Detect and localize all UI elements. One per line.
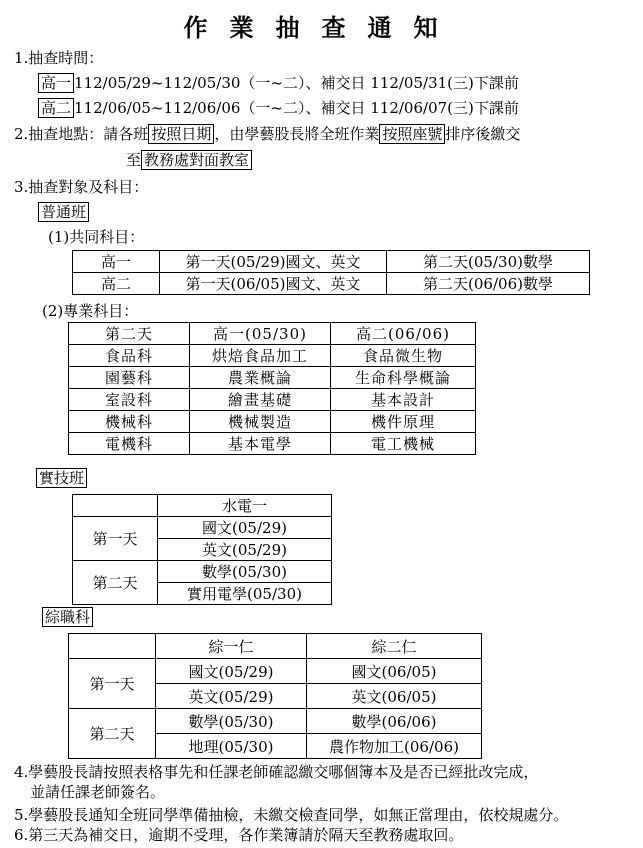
table-cell: 繪畫基礎 (190, 389, 331, 411)
table-row (69, 659, 482, 684)
normal-class-line (38, 202, 89, 222)
grade-badge: 高二 (38, 98, 74, 118)
note-5 (14, 805, 568, 825)
table-cell: 實用電學(05/30) (158, 583, 332, 605)
table-cell: 英文(05/29) (156, 684, 307, 709)
note-4-line-1: 4.學藝股長請按照表格事先和任課老師確認繳交哪個簿本及是否已經批改完成， (14, 763, 539, 781)
table-row (69, 345, 476, 367)
section-2-text: 排序後繳交 (445, 125, 521, 143)
table-cell: 第二天(05/30)數學 (387, 251, 590, 273)
practical-class-line (36, 468, 87, 488)
table-cell: 機件原理 (331, 411, 476, 433)
table-cell: 數學(05/30) (156, 709, 307, 734)
note-6: 6.第三天為補交日，逾期不受理，各作業簿請於隔天至教務處取回。 (14, 826, 464, 844)
table-header-cell: 高一(05/30) (190, 323, 331, 345)
page-title: 作業抽查通知 (183, 13, 460, 42)
table-header-cell: 第二天 (69, 323, 190, 345)
table-cell: 基本電學 (190, 433, 331, 455)
table-row (73, 561, 332, 583)
table-header-cell: 綜一仁 (156, 634, 307, 659)
table-row (69, 433, 476, 455)
table-cell: 數學(05/30) (158, 561, 332, 583)
highlight-location: 教務處對面教室 (141, 150, 252, 170)
table-cell: 英文(06/05) (307, 684, 482, 709)
day-2-label: 第二天 (73, 561, 158, 605)
pro-subjects-label: (2)專業科目： (42, 302, 139, 320)
table-row (73, 495, 332, 517)
schedule-row-grade-2 (38, 98, 519, 118)
highlight-by-seat: 按照座號 (379, 124, 445, 144)
table-corner-cell (73, 495, 158, 517)
schedule-row-grade-1 (38, 73, 519, 93)
table-cell: 地理(05/30) (156, 734, 307, 759)
table-row (69, 323, 476, 345)
table-corner-cell (69, 634, 156, 659)
table-row (69, 411, 476, 433)
table-cell: 高一 (73, 251, 160, 273)
day-2-label: 第二天 (69, 709, 156, 759)
section-2-text: 至 (126, 151, 142, 169)
table-cell: 電機科 (69, 433, 190, 455)
table-cell: 英文(05/29) (158, 539, 332, 561)
table-cell: 數學(06/06) (307, 709, 482, 734)
table-cell: 第一天(06/05)國文、英文 (160, 273, 387, 295)
practical-class-table (72, 494, 332, 605)
table-row (73, 273, 590, 295)
table-cell: 生命科學概論 (331, 367, 476, 389)
table-cell: 食品科 (69, 345, 190, 367)
section-3-label: 3.抽查對象及科目： (14, 178, 149, 196)
schedule-text: 112/05/29~112/05/30（一~二）、補交日 112/05/31(三)下課前 (74, 74, 519, 92)
note-5-text-a: 5.學藝股長通知全班同學準備抽檢 (14, 806, 239, 824)
table-row (69, 634, 482, 659)
common-subjects-table (72, 250, 590, 295)
table-cell: 電工機械 (331, 433, 476, 455)
section-2-line-2 (126, 150, 252, 170)
section-1-label: 1.抽查時間： (14, 49, 104, 67)
day-1-label: 第一天 (73, 517, 158, 561)
section-2-text: ，由學藝股長將全班作業 (214, 125, 380, 143)
table-row (69, 709, 482, 734)
table-cell: 機械科 (69, 411, 190, 433)
highlight-by-date: 按照日期 (148, 124, 214, 144)
table-header-cell: 高二(06/06) (331, 323, 476, 345)
table-cell: 農作物加工(06/06) (307, 734, 482, 759)
table-cell: 國文(06/05) (307, 659, 482, 684)
note-5-text-b: ，未繳交檢查同學，如無正當理由，依校規處分。 (238, 806, 569, 824)
table-cell: 食品微生物 (331, 345, 476, 367)
table-cell: 烘焙食品加工 (190, 345, 331, 367)
common-subjects-label: (1)共同科目： (48, 228, 145, 246)
comp-class-label: 綜職科 (42, 607, 93, 627)
table-row (69, 367, 476, 389)
table-cell: 國文(05/29) (158, 517, 332, 539)
table-cell: 機械製造 (190, 411, 331, 433)
grade-badge: 高一 (38, 73, 74, 93)
table-cell: 第二天(06/06)數學 (387, 273, 590, 295)
table-cell: 第一天(05/29)國文、英文 (160, 251, 387, 273)
table-cell: 農業概論 (190, 367, 331, 389)
table-cell: 國文(05/29) (156, 659, 307, 684)
table-header-cell: 綜二仁 (307, 634, 482, 659)
practical-class-label: 實技班 (36, 468, 87, 488)
table-cell: 基本設計 (331, 389, 476, 411)
table-cell: 高二 (73, 273, 160, 295)
day-1-label: 第一天 (69, 659, 156, 709)
comp-class-table (68, 633, 482, 759)
note-4-line-2: 並請任課老師簽名。 (30, 783, 166, 801)
pro-subjects-table (68, 322, 476, 455)
schedule-text: 112/06/05~112/06/06（一~二）、補交日 112/06/07(三)下課前 (74, 99, 519, 117)
table-cell: 室設科 (69, 389, 190, 411)
comp-class-line (42, 607, 93, 627)
normal-class-label: 普通班 (38, 202, 89, 222)
table-cell: 園藝科 (69, 367, 190, 389)
table-row (73, 251, 590, 273)
section-2-line-1 (14, 124, 520, 144)
table-header-cell: 水電一 (158, 495, 332, 517)
section-2-text: 2.抽查地點：請各班 (14, 125, 149, 143)
table-row (69, 389, 476, 411)
table-row (73, 517, 332, 539)
